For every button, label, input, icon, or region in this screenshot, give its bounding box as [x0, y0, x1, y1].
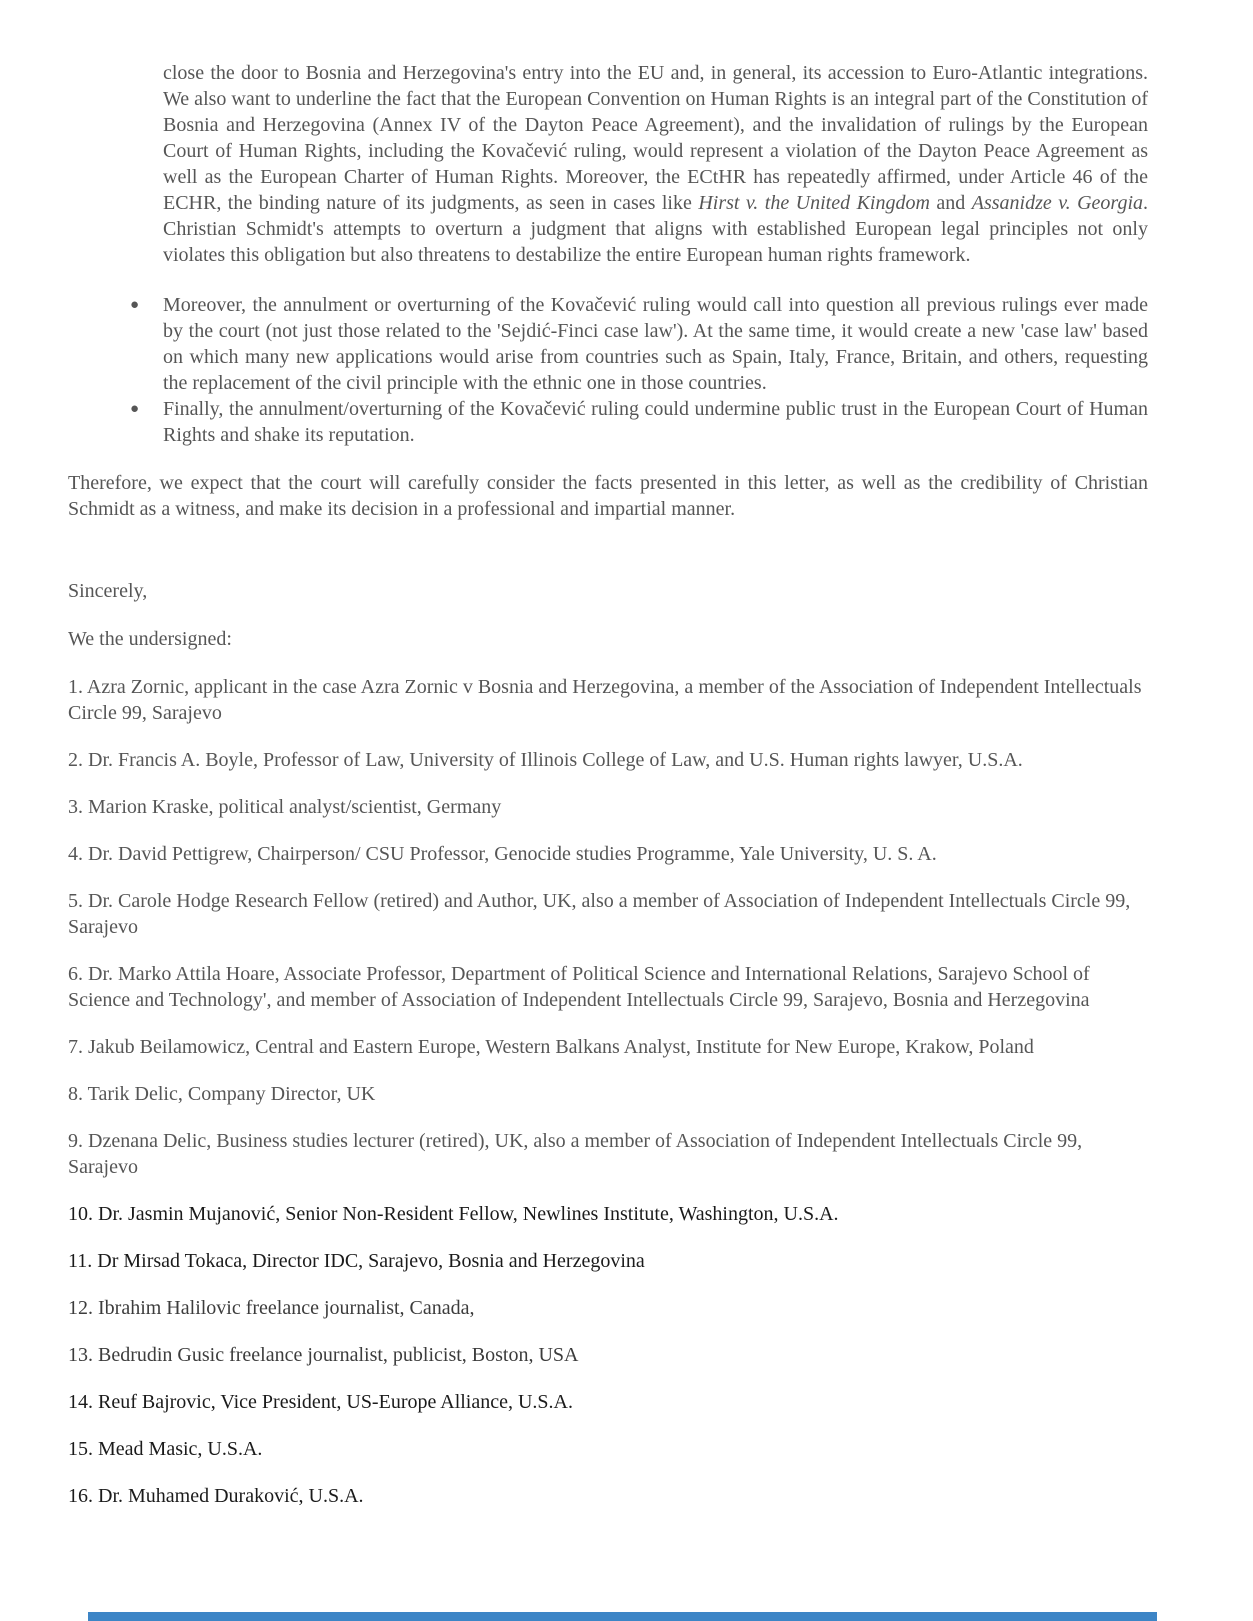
- signatory-list: [68, 674, 1148, 1509]
- signatory-item: 2. Dr. Francis A. Boyle, Professor of Law, University of Illinois College of Law, and U.S. Human rights lawyer, U.S.A.: [68, 749, 1023, 771]
- signatory-item: 11. Dr Mirsad Tokaca, Director IDC, Sarajevo, Bosnia and Herzegovina: [68, 1250, 645, 1272]
- signatory-item: 1. Azra Zornic, applicant in the case Azra Zornic v Bosnia and Herzegovina, a member of the Association of Independent Intellectuals Circle 99, Sarajevo: [68, 676, 1142, 724]
- opening-text-part1: close the door to Bosnia and Herzegovina's entry into the EU and, in general, its accession to Euro-Atlantic integrations. We also want to underline the fact that the European Convention on Human Rights is an integral part of the Constitution of Bosnia and Herzegovina (Annex IV of the Dayton Peace Agreement), and the invalidation of rulings by the European Court of Human Rights, including the Kovačević ruling, would represent a violation of the Dayton Peace Agreement as well as the European Charter of Human Rights. Moreover, the ECtHR has repeatedly affirmed, under Article 46 of the ECHR, the binding nature of its judgments, as seen in cases like: [163, 62, 1148, 214]
- signatory-item: 16. Dr. Muhamed Duraković, U.S.A.: [68, 1485, 364, 1507]
- bullet-dot-icon: ●: [130, 297, 140, 313]
- signatory-item: 7. Jakub Beilamowicz, Central and Eastern Europe, Western Balkans Analyst, Institute for New Europe, Krakow, Poland: [68, 1036, 1034, 1058]
- signatory-item: 6. Dr. Marko Attila Hoare, Associate Professor, Department of Political Science and International Relations, Sarajevo School of Science and Technology', and member of Association of Independent Intellectuals Circle 99, Sarajevo, Bosnia and Herzegovina: [68, 963, 1090, 1011]
- bullet-item-annulment: [130, 292, 1148, 396]
- case-citation-hirst: Hirst v. the United Kingdom: [698, 192, 930, 214]
- undersigned-label: We the undersigned:: [68, 628, 232, 650]
- signatory-item: 3. Marion Kraske, political analyst/scientist, Germany: [68, 796, 502, 818]
- signatory-item: 4. Dr. David Pettigrew, Chairperson/ CSU Professor, Genocide studies Programme, Yale University, U. S. A.: [68, 843, 937, 865]
- argument-bullet-list: [68, 292, 1148, 448]
- signoff-text: Sincerely,: [68, 580, 148, 602]
- signatory-item: 9. Dzenana Delic, Business studies lecturer (retired), UK, also a member of Association of Independent Intellectuals Circle 99, Sarajevo: [68, 1130, 1083, 1178]
- bullet-item-text: Moreover, the annulment or overturning of the Kovačević ruling would call into question all previous rulings ever made by the court (not just those related to the 'Sejdić-Finci case law'). At the same time, it would create a new 'case law' based on which many new applications would arise from countries such as Spain, Italy, France, Britain, and others, requesting the replacement of the civil principle with the ethnic one in those countries.: [163, 294, 1148, 394]
- signatory-item: 15. Mead Masic, U.S.A.: [68, 1438, 263, 1460]
- opening-text-part3: . Christian Schmidt's attempts to overturn a judgment that aligns with established European legal principles not only violates this obligation but also threatens to destabilize the entire European human rights framework.: [163, 192, 1148, 266]
- signatory-item: 14. Reuf Bajrovic, Vice President, US-Europe Alliance, U.S.A.: [68, 1391, 573, 1413]
- case-citation-assanidze: Assanidze v. Georgia: [971, 192, 1143, 214]
- signatory-item: 13. Bedrudin Gusic freelance journalist, publicist, Boston, USA: [68, 1344, 579, 1366]
- closing-paragraph: Therefore, we expect that the court will carefully consider the facts presented in this letter, as well as the credibility of Christian Schmidt as a witness, and make its decision in a professional and impartial manner.: [68, 472, 1148, 520]
- bullet-item-text: Finally, the annulment/overturning of the Kovačević ruling could undermine public trust in the European Court of Human Rights and shake its reputation.: [163, 398, 1148, 446]
- next-page-element-blue-bar: [88, 1612, 1157, 1621]
- bullet-dot-icon: ●: [130, 401, 140, 417]
- opening-paragraph: [163, 60, 1148, 268]
- opening-text-part2: and: [929, 192, 972, 214]
- bullet-item-public-trust: [130, 396, 1148, 448]
- signatory-item: 10. Dr. Jasmin Mujanović, Senior Non-Resident Fellow, Newlines Institute, Washington, U.S.A.: [68, 1203, 839, 1225]
- signatory-item: 8. Tarik Delic, Company Director, UK: [68, 1083, 376, 1105]
- signatory-item: 12. Ibrahim Halilovic freelance journalist, Canada,: [68, 1297, 475, 1319]
- signatory-item: 5. Dr. Carole Hodge Research Fellow (retired) and Author, UK, also a member of Association of Independent Intellectuals Circle 99, Sarajevo: [68, 890, 1131, 938]
